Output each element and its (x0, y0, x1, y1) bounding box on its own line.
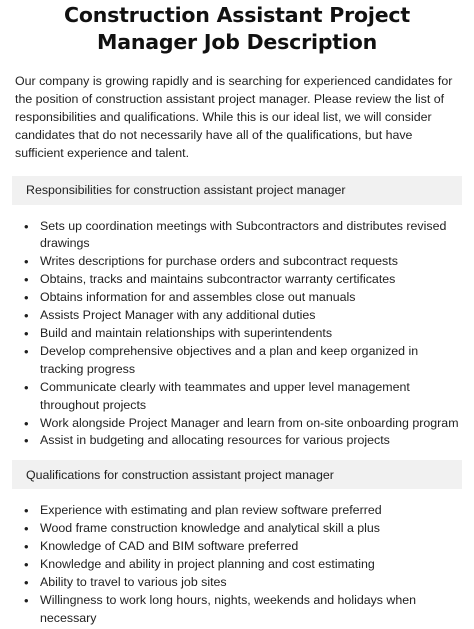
responsibilities-heading-text: Responsibilities for construction assistant project manager (26, 183, 346, 198)
list-item-text: Work alongside Project Manager and learn from on-site onboarding program (40, 415, 459, 430)
bullet-icon: • (24, 308, 29, 324)
bullet-icon: • (24, 272, 29, 288)
list-item (22, 538, 462, 556)
responsibilities-list (12, 218, 462, 451)
list-item-text: Writes descriptions for purchase orders and subcontract requests (40, 254, 398, 269)
bullet-icon: • (24, 539, 29, 555)
intro-paragraph: Our company is growing rapidly and is searching for experienced candidates for the position of construction assistant project manager. Please review the list of responsibilities and qualifications. While this is our ideal list, we will consider candidates that do not necessarily have all of the qualifications, but have sufficient experience and talent. (15, 74, 453, 160)
list-item (22, 253, 462, 271)
page-title: Construction Assistant Project Manager Job Description (64, 3, 410, 54)
bullet-icon: • (24, 592, 29, 608)
bullet-icon: • (24, 379, 29, 395)
list-item (22, 289, 462, 307)
list-item-text: Sets up coordination meetings with Subcontractors and distributes revised drawings (40, 218, 447, 251)
list-item (22, 592, 462, 628)
list-item (22, 325, 462, 343)
qualifications-list (12, 502, 462, 627)
list-item-text: Build and maintain relationships with superintendents (40, 325, 333, 340)
list-item (22, 379, 462, 415)
list-item (22, 271, 462, 289)
bullet-icon: • (24, 218, 29, 234)
list-item (22, 556, 462, 574)
bullet-icon: • (24, 503, 29, 519)
list-item (22, 520, 462, 538)
list-item-text: Assists Project Manager with any additional duties (40, 308, 316, 323)
list-item (22, 307, 462, 325)
list-item (22, 574, 462, 592)
list-item-text: Assist in budgeting and allocating resources for various projects (40, 433, 390, 448)
bullet-icon: • (24, 290, 29, 306)
list-item-text: Wood frame construction knowledge and analytical skill a plus (40, 521, 381, 536)
bullet-icon: • (24, 433, 29, 449)
list-item-text: Willingness to work long hours, nights, weekends and holidays when necessary (40, 592, 417, 625)
bullet-icon: • (24, 254, 29, 270)
list-item (22, 218, 462, 254)
qualifications-heading-text: Qualifications for construction assistant project manager (26, 467, 334, 482)
list-item-text: Communicate clearly with teammates and upper level management throughout projects (40, 379, 410, 412)
list-item (22, 415, 462, 433)
bullet-icon: • (24, 415, 29, 431)
list-item-text: Knowledge of CAD and BIM software preferred (40, 539, 299, 554)
list-item-text: Obtains information for and assembles close out manuals (40, 290, 356, 305)
responsibilities-heading (12, 176, 462, 205)
bullet-icon: • (24, 343, 29, 359)
list-item (22, 343, 462, 379)
bullet-icon: • (24, 574, 29, 590)
list-item-text: Experience with estimating and plan review software preferred (40, 503, 382, 518)
list-item-text: Obtains, tracks and maintains subcontractor warranty certificates (40, 272, 396, 287)
list-item-text: Ability to travel to various job sites (40, 574, 227, 589)
list-item (22, 502, 462, 520)
bullet-icon: • (24, 521, 29, 537)
list-item (22, 432, 462, 450)
bullet-icon: • (24, 325, 29, 341)
bullet-icon: • (24, 557, 29, 573)
list-item-text: Knowledge and ability in project planning and cost estimating (40, 557, 375, 572)
list-item-text: Develop comprehensive objectives and a plan and keep organized in tracking progress (40, 343, 419, 376)
qualifications-heading (12, 460, 462, 489)
